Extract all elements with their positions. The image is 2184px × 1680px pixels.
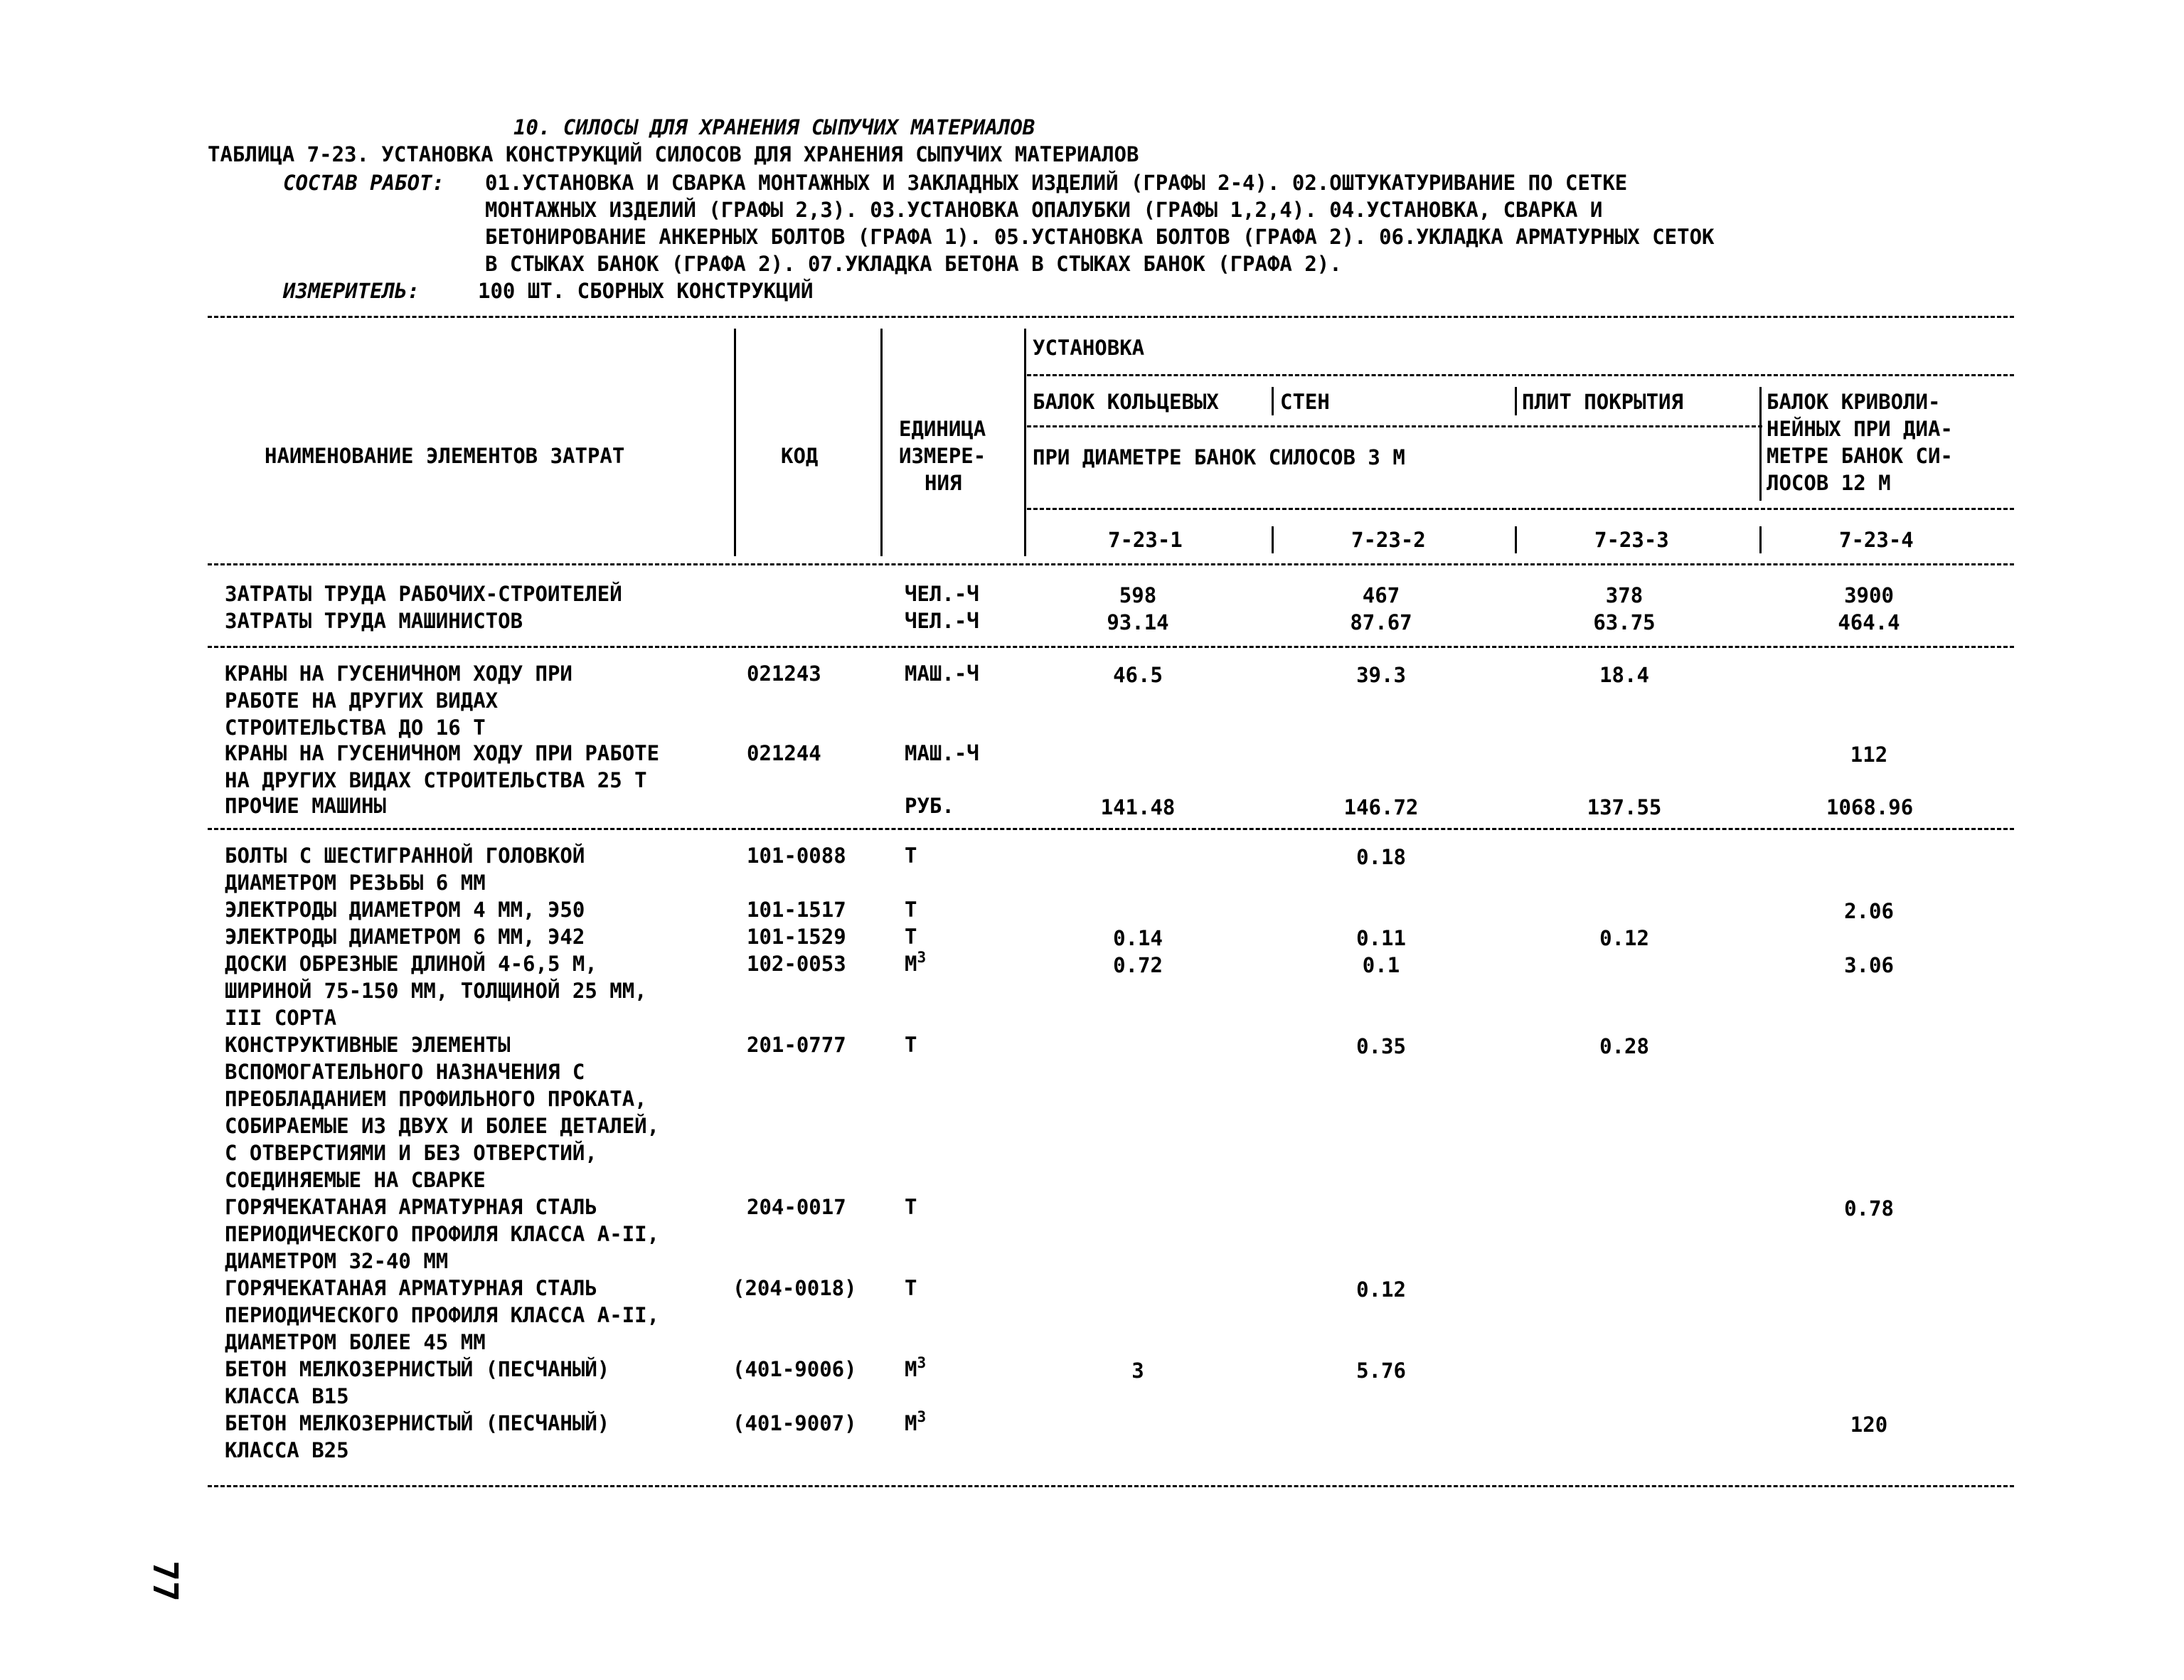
row-name: ПЕРИОДИЧЕСКОГО ПРОФИЛЯ КЛАССА А-II, <box>225 1303 660 1327</box>
row-name: СОБИРАЕМЫЕ ИЗ ДВУХ И БОЛЕЕ ДЕТАЛЕЙ, <box>225 1114 660 1138</box>
column-code: 7-23-1 <box>1108 528 1183 552</box>
row-value: 598 <box>1119 583 1157 607</box>
row-name: ПРЕОБЛАДАНИЕМ ПРОФИЛЬНОГО ПРОКАТА, <box>225 1087 647 1111</box>
row-name: ГОРЯЧЕКАТАНАЯ АРМАТУРНАЯ СТАЛЬ <box>225 1195 597 1219</box>
work-line: В СТЫКАХ БАНОК (ГРАФА 2). 07.УКЛАДКА БЕТОНА В СТЫКАХ БАНОК (ГРАФА 2). <box>485 252 1342 276</box>
row-name: БЕТОН МЕЛКОЗЕРНИСТЫЙ (ПЕСЧАНЫЙ) <box>225 1411 610 1435</box>
row-unit-text: Т <box>905 898 917 922</box>
row-unit-sup: 3 <box>917 949 927 966</box>
header-unit: ЕДИНИЦА <box>899 417 986 441</box>
row-name: КОНСТРУКТИВНЫЕ ЭЛЕМЕНТЫ <box>225 1033 511 1057</box>
work-line: МОНТАЖНЫХ ИЗДЕЛИЙ (ГРАФЫ 2,3). 03.УСТАНОВКА ОПАЛУБКИ (ГРАФЫ 1,2,4). 04.УСТАНОВКА, СВАРКА И <box>485 198 1603 222</box>
row-unit-text: МАШ.-Ч <box>905 741 979 765</box>
section-title: 10. СИЛОСЫ ДЛЯ ХРАНЕНИЯ СЫПУЧИХ МАТЕРИАЛОВ <box>513 115 1035 139</box>
row-unit-sup: 3 <box>917 1408 927 1425</box>
row-code: (401-9006) <box>733 1357 857 1381</box>
row-name: ЗАТРАТЫ ТРУДА РАБОЧИХ-СТРОИТЕЛЕЙ <box>225 582 622 606</box>
row-name: ЭЛЕКТРОДЫ ДИАМЕТРОМ 6 ММ, Э42 <box>225 925 585 949</box>
work-line: БЕТОНИРОВАНИЕ АНКЕРНЫХ БОЛТОВ (ГРАФА 1). 05.УСТАНОВКА БОЛТОВ (ГРАФА 2). 06.УКЛАДКА АРМАТУРНЫХ СЕТОК <box>485 225 1715 249</box>
header-code: КОД <box>781 444 819 468</box>
meter-value: 100 ШТ. СБОРНЫХ КОНСТРУКЦИЙ <box>478 279 814 303</box>
header-col4: НЕЙНЫХ ПРИ ДИА- <box>1767 417 1953 441</box>
row-value: 112 <box>1850 743 1888 767</box>
header-sub-3: ПЛИТ ПОКРЫТИЯ <box>1522 390 1683 414</box>
row-value: 0.14 <box>1113 926 1163 950</box>
row-value: 378 <box>1605 583 1644 607</box>
header-group: УСТАНОВКА <box>1033 336 1145 360</box>
row-value: 0.18 <box>1356 845 1406 869</box>
row-unit <box>905 1275 917 1302</box>
row-value: 0.28 <box>1599 1034 1649 1058</box>
row-name: СОЕДИНЯЕМЫЕ НА СВАРКЕ <box>225 1168 486 1192</box>
column-code: 7-23-3 <box>1594 528 1669 552</box>
row-unit <box>905 607 979 634</box>
row-unit <box>905 1193 917 1221</box>
row-unit-text: ЧЕЛ.-Ч <box>905 609 979 633</box>
work-label: СОСТАВ РАБОТ: <box>283 171 444 195</box>
row-unit-sup: 3 <box>917 1354 927 1371</box>
row-unit-text: М <box>905 1411 917 1435</box>
header-name: НАИМЕНОВАНИЕ ЭЛЕМЕНТОВ ЗАТРАТ <box>265 444 625 468</box>
row-unit-text: Т <box>905 844 917 868</box>
row-name: ДИАМЕТРОМ 32-40 ММ <box>225 1249 449 1273</box>
row-name: КРАНЫ НА ГУСЕНИЧНОМ ХОДУ ПРИ РАБОТЕ <box>225 741 660 765</box>
row-value: 137.55 <box>1587 795 1662 819</box>
row-value: 5.76 <box>1356 1359 1406 1383</box>
row-value: 464.4 <box>1838 610 1900 634</box>
row-unit <box>905 792 954 819</box>
row-name: ПРОЧИЕ МАШИНЫ <box>225 794 386 818</box>
row-code: 101-1517 <box>747 898 846 922</box>
rule-top <box>208 316 2014 318</box>
row-value: 0.12 <box>1599 926 1649 950</box>
row-name: ШИРИНОЙ 75-150 ММ, ТОЛЩИНОЙ 25 ММ, <box>225 979 647 1003</box>
row-code: 101-0088 <box>747 844 846 868</box>
row-name: III СОРТА <box>225 1006 337 1030</box>
row-value: 93.14 <box>1107 610 1169 634</box>
row-value: 18.4 <box>1599 663 1649 687</box>
col-divider <box>734 329 736 556</box>
table-title: ТАБЛИЦА 7-23. УСТАНОВКА КОНСТРУКЦИЙ СИЛОСОВ ДЛЯ ХРАНЕНИЯ СЫПУЧИХ МАТЕРИАЛОВ <box>208 142 1139 166</box>
row-name: НА ДРУГИХ ВИДАХ СТРОИТЕЛЬСТВА 25 Т <box>225 768 647 792</box>
col-divider <box>1272 526 1274 553</box>
row-code: 201-0777 <box>747 1033 846 1057</box>
row-value: 0.12 <box>1356 1277 1406 1302</box>
row-value: 0.11 <box>1356 926 1406 950</box>
row-value: 120 <box>1850 1413 1888 1437</box>
row-value: 146.72 <box>1343 795 1419 819</box>
row-name: ЗАТРАТЫ ТРУДА МАШИНИСТОВ <box>225 609 523 633</box>
row-name: ДИАМЕТРОМ РЕЗЬБЫ 6 ММ <box>225 871 486 895</box>
row-unit-text: Т <box>905 925 917 949</box>
row-value: 467 <box>1362 583 1400 607</box>
row-name: С ОТВЕРСТИЯМИ И БЕЗ ОТВЕРСТИЙ, <box>225 1141 597 1165</box>
rule-section-2 <box>208 828 2014 830</box>
row-value: 3900 <box>1844 583 1894 607</box>
rule-header-bottom <box>208 563 2014 565</box>
row-name: ЭЛЕКТРОДЫ ДИАМЕТРОМ 4 ММ, Э50 <box>225 898 585 922</box>
row-name: КЛАССА В15 <box>225 1384 349 1408</box>
row-code: 021243 <box>747 661 821 686</box>
col-divider <box>1515 526 1517 553</box>
row-unit-text: Т <box>905 1276 917 1300</box>
work-line: 01.УСТАНОВКА И СВАРКА МОНТАЖНЫХ И ЗАКЛАДНЫХ ИЗДЕЛИЙ (ГРАФЫ 2-4). 02.ОШТУКАТУРИВАНИЕ ПО СЕТКЕ <box>485 171 1628 195</box>
col-divider <box>1272 387 1274 415</box>
header-unit: ИЗМЕРЕ- <box>899 444 986 468</box>
row-value: 0.1 <box>1362 953 1400 977</box>
header-col4: ЛОСОВ 12 М <box>1767 471 1891 495</box>
row-unit <box>905 660 979 687</box>
row-value: 87.67 <box>1350 610 1412 634</box>
row-unit-text: МАШ.-Ч <box>905 661 979 686</box>
header-diam3: ПРИ ДИАМЕТРЕ БАНОК СИЛОСОВ 3 М <box>1033 445 1405 469</box>
row-unit-text: ЧЕЛ.-Ч <box>905 582 979 606</box>
row-value: 0.78 <box>1844 1196 1894 1221</box>
row-name: КРАНЫ НА ГУСЕНИЧНОМ ХОДУ ПРИ <box>225 661 572 686</box>
row-unit <box>905 842 917 869</box>
header-col4: БАЛОК КРИВОЛИ- <box>1767 390 1941 414</box>
row-unit <box>905 580 979 607</box>
row-unit <box>905 923 917 950</box>
row-unit-text: М <box>905 1357 917 1381</box>
col-divider <box>1759 387 1762 501</box>
meter-label: ИЗМЕРИТЕЛЬ: <box>283 279 420 303</box>
row-unit-text: Т <box>905 1195 917 1219</box>
row-value: 3 <box>1131 1359 1144 1383</box>
row-unit <box>905 896 917 923</box>
row-value: 2.06 <box>1844 899 1894 923</box>
header-sub-1: БАЛОК КОЛЬЦЕВЫХ <box>1033 390 1219 414</box>
row-code: 204-0017 <box>747 1195 846 1219</box>
row-unit <box>905 950 926 977</box>
row-unit-text: Т <box>905 1033 917 1057</box>
row-value: 1068.96 <box>1826 795 1914 819</box>
row-name: СТРОИТЕЛЬСТВА ДО 16 Т <box>225 716 486 740</box>
row-unit <box>905 1356 926 1383</box>
col-divider <box>1759 526 1762 553</box>
row-value: 141.48 <box>1100 795 1176 819</box>
header-sub-2: СТЕН <box>1280 390 1330 414</box>
row-unit <box>905 1031 917 1058</box>
row-name: ДОСКИ ОБРЕЗНЫЕ ДЛИНОЙ 4-6,5 М, <box>225 952 597 976</box>
row-value: 39.3 <box>1356 663 1406 687</box>
rule-bottom <box>208 1485 2014 1487</box>
row-unit-text: РУБ. <box>905 794 954 818</box>
col-divider <box>1515 387 1517 415</box>
row-unit <box>905 1410 926 1437</box>
rule-section-1 <box>208 646 2014 648</box>
row-value: 0.35 <box>1356 1034 1406 1058</box>
row-unit-text: М <box>905 952 917 976</box>
row-code: 102-0053 <box>747 952 846 976</box>
row-value: 46.5 <box>1113 663 1163 687</box>
row-value: 63.75 <box>1593 610 1656 634</box>
row-unit <box>905 740 979 767</box>
header-unit: НИЯ <box>925 471 962 495</box>
rule-header-inner <box>1027 374 2014 376</box>
row-value: 0.72 <box>1113 953 1163 977</box>
col-divider <box>1024 329 1026 556</box>
row-code: 021244 <box>747 741 821 765</box>
row-name: БЕТОН МЕЛКОЗЕРНИСТЫЙ (ПЕСЧАНЫЙ) <box>225 1357 610 1381</box>
row-name: ВСПОМОГАТЕЛЬНОГО НАЗНАЧЕНИЯ С <box>225 1060 585 1084</box>
column-code: 7-23-4 <box>1839 528 1914 552</box>
header-col4: МЕТРЕ БАНОК СИ- <box>1767 444 1953 468</box>
row-name: РАБОТЕ НА ДРУГИХ ВИДАХ <box>225 689 499 713</box>
row-code: (401-9007) <box>733 1411 857 1435</box>
row-name: ПЕРИОДИЧЕСКОГО ПРОФИЛЯ КЛАССА А-II, <box>225 1222 660 1246</box>
row-value: 3.06 <box>1844 953 1894 977</box>
row-name: КЛАССА В25 <box>225 1438 349 1462</box>
row-code: 101-1529 <box>747 925 846 949</box>
column-code: 7-23-2 <box>1351 528 1426 552</box>
page-number: 77 <box>144 1561 185 1602</box>
row-name: БОЛТЫ С ШЕСТИГРАННОЙ ГОЛОВКОЙ <box>225 844 585 868</box>
rule-header-inner3 <box>1027 508 2014 510</box>
rule-header-inner2 <box>1027 425 1762 427</box>
row-name: ДИАМЕТРОМ БОЛЕЕ 45 ММ <box>225 1330 486 1354</box>
row-code: (204-0018) <box>733 1276 857 1300</box>
col-divider <box>880 329 883 556</box>
row-name: ГОРЯЧЕКАТАНАЯ АРМАТУРНАЯ СТАЛЬ <box>225 1276 597 1300</box>
